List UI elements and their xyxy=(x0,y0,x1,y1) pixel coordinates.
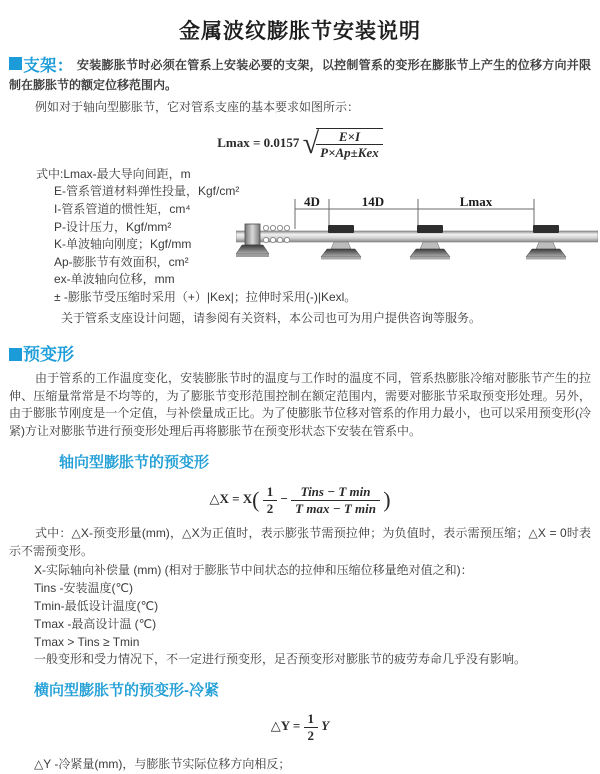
pipe-support-diagram-svg xyxy=(236,193,598,293)
plusminus-rule-line: ± -膨胀节受压缩时采用（+）|Kex|；拉伸时采用(-)|Kexl。 xyxy=(54,289,357,304)
axial-note-line: 一般变形和受力情况下，不一定进行预变形，足否预变形对膨胀节的疲劳寿命几乎没有影响。 xyxy=(34,652,527,667)
lateral-formula-lhs: △Y = xyxy=(270,718,301,734)
lateral-formula xyxy=(9,712,591,742)
definition-line: 式中:Lmax-最大导向间距，m xyxy=(36,166,191,181)
dim-label-4d: 4D xyxy=(304,194,320,209)
temp-line-tmin: Tmin-最低设计温度(℃) xyxy=(34,599,159,613)
dim-label-lmax: Lmax xyxy=(459,194,493,209)
temp-line-tins: Tins -安装温度(℃) xyxy=(34,581,134,596)
close-paren: ) xyxy=(383,487,391,513)
support-section-lead xyxy=(9,56,591,95)
sqrt-symbol: √ xyxy=(302,126,320,160)
support-example-line: 例如对于轴向型膨胀节，它对管系支座的基本要求如图所示： xyxy=(35,100,360,114)
lateral-note-line: △Y -冷紧量(mm)，与膨胀节实际位移方向相反； xyxy=(34,757,291,772)
half-denominator: 2 xyxy=(266,500,274,516)
lmax-formula-numerator: E×I xyxy=(316,130,383,146)
open-paren: ( xyxy=(252,487,260,513)
axial-formula xyxy=(9,485,591,515)
page-title: 金属波纹膨胀节安装说明 xyxy=(179,20,421,43)
predeform-paragraph: 由于管系的工作温度变化，安装膨胀节时的温度与工作时的温度不同，管系热膨胀冷缩对膨胀节产生的拉伸、压缩量常常是不均等的，为了膨胀节变形范围控制在额定范围内，需要对膨胀节采取预变形处理。另外，由于膨胀节刚度是一个定值，与补偿量成正比。为了使膨胀节位移对管系的作用力最小，也可以采用预变形(冷紧)方让对膨胀节进行预变形处理后再将膨胀节在预变形状态下安装在管系中。 xyxy=(9,371,591,438)
minus-sign: − xyxy=(280,491,288,507)
predeform-section-heading: 预变形 xyxy=(23,345,74,365)
temp-frac-numerator: Tins − T min xyxy=(291,485,380,501)
axial-explain-paragraph: 式中：△X-预变形量(mm)，△X为正值时，表示膨张节需预拉伸；为负值时，表示需预压缩；△X = 0时表示不需预变形。 xyxy=(9,526,591,558)
temp-inequality-line: Tmax > Tins ≥ Tmin xyxy=(34,634,140,649)
temp-frac-denominator: T max − T min xyxy=(295,500,376,516)
lateral-formula-rhs: Y xyxy=(321,718,330,734)
support-section-heading: 支架： xyxy=(23,57,74,75)
definition-line: K-单波轴向刚度；Kgf/mm xyxy=(54,237,192,252)
lmax-formula-lhs: Lmax = 0.0157 xyxy=(217,134,300,150)
consulting-note-line: 关于管系支座设计问题，请参阅有关资料，本公司也可为用户提供咨询等服务。 xyxy=(61,310,482,325)
definition-line: ex-单波轴向位移，mm xyxy=(54,272,175,287)
blue-square-icon xyxy=(9,348,22,361)
definition-line: P-设计压力，Kgf/mm² xyxy=(54,219,172,234)
axial-formula-lhs: △X = X xyxy=(209,491,253,507)
support-intro-text: 安装膨胀节时必须在管系上安装必要的支架，以控制管系的变形在膨胀节上产生的位移方向并限制在膨胀节的额定位移范围内。 xyxy=(9,58,591,92)
lateral-subheading: 横向型膨胀节的预变形-冷紧 xyxy=(34,682,219,700)
axial-subheading: 轴向型膨胀节的预变形 xyxy=(59,454,210,472)
definition-line: Ap-膨胀节有效面积，cm² xyxy=(54,254,189,269)
blue-square-icon xyxy=(9,57,22,70)
lmax-formula xyxy=(9,128,591,160)
half-numerator: 1 xyxy=(263,485,278,501)
x-definition-line: X-实际轴向补偿量 (mm) (相对于膨胀节中间状态的拉伸和压缩位移量绝对值之和)： xyxy=(34,563,473,578)
dim-label-14d: 14D xyxy=(361,194,385,209)
lateral-half-numerator: 1 xyxy=(304,712,319,728)
lmax-formula-denominator: P×Ap±Kex xyxy=(320,145,379,161)
dimension-lines xyxy=(295,199,534,229)
lateral-half-denominator: 2 xyxy=(307,727,315,743)
definition-line: I-管系管道的惯性矩，cm⁴ xyxy=(54,201,191,216)
predeform-section-heading-row xyxy=(9,340,591,365)
definition-line: E-管系管道材料弹性投量，Kgf/cm² xyxy=(54,184,240,199)
temp-line-tmax: Tmax -最高设计温 (℃) xyxy=(34,616,157,631)
pipe-support-diagram xyxy=(236,193,598,293)
